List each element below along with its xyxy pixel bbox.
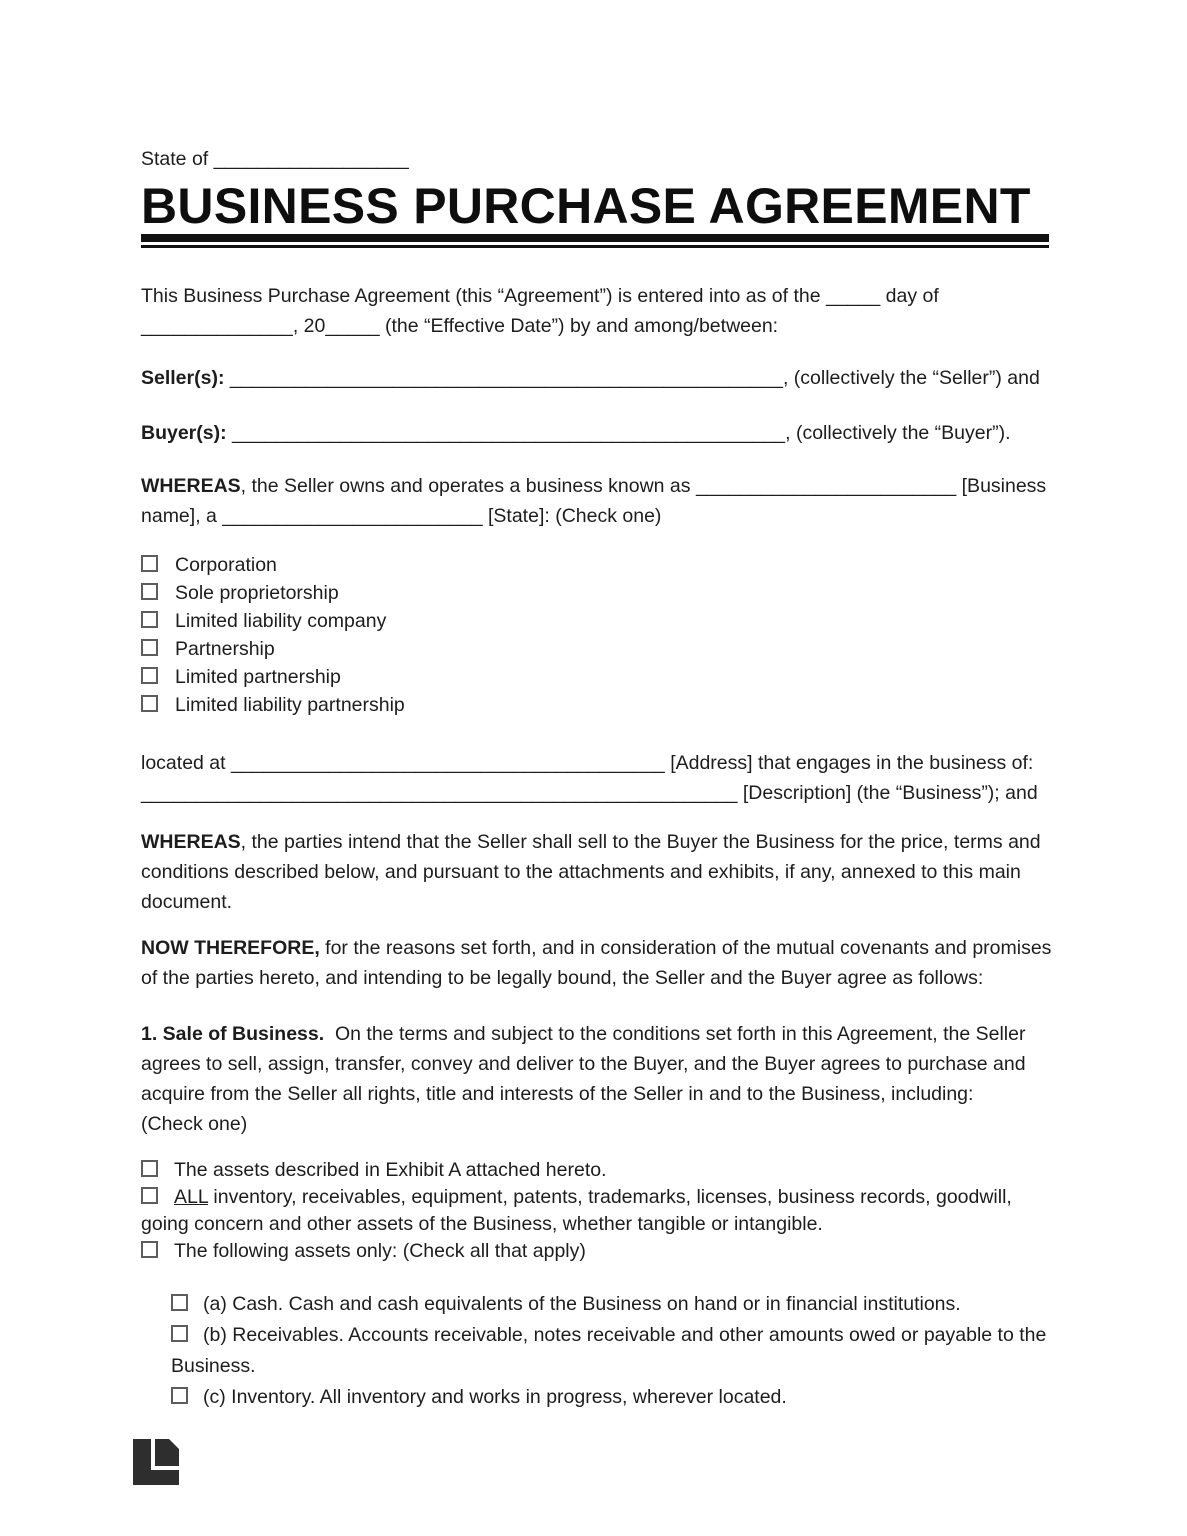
text-line (141, 1019, 1049, 1049)
checkbox-row (141, 1184, 1049, 1211)
now-therefore-line-2: of the parties hereto, and intending to be legally bound, the Seller and the Buyer agree as follows: (141, 967, 984, 989)
now-therefore-line-1: for the reasons set forth, and in consideration of the mutual covenants and promises (319, 937, 1052, 959)
buyer-blank-text: ___________________________________________________, (collectively the “Buyer”). (226, 422, 1011, 444)
whereas-intent-line-1: , the parties intend that the Seller shall sell to the Buyer the Business for the price, terms and (240, 831, 1041, 853)
seller-line (141, 363, 1049, 393)
intro-paragraph (141, 281, 1049, 341)
text-line (141, 933, 1052, 963)
whereas-intent-paragraph (141, 827, 1049, 917)
checkbox-inventory[interactable] (171, 1387, 188, 1404)
title-rule (141, 234, 1049, 248)
checkbox-label: inventory, receivables, equipment, patents, trademarks, licenses, business records, goodwill, (207, 1186, 1012, 1208)
section-1-heading: 1. Sale of Business. (141, 1023, 325, 1045)
text-line (141, 281, 1049, 311)
text-line (141, 857, 1049, 887)
checkbox-label: The assets described in Exhibit A attached hereto. (174, 1159, 607, 1181)
document-title: BUSINESS PURCHASE AGREEMENT (141, 178, 1031, 234)
text-line (141, 1109, 1049, 1139)
asset-options-checklist (141, 1157, 1049, 1265)
now-therefore-keyword: NOW THEREFORE, (141, 937, 320, 959)
whereas-business-paragraph (141, 471, 1049, 531)
located-line-2: _______________________________________________________ [Description] (the “Business”); and (141, 782, 1038, 804)
checkbox-row (141, 663, 1049, 691)
intro-line-2: ______________, 20_____ (the “Effective Date”) by and among/between: (141, 315, 779, 337)
whereas-business-line-2: name], a ________________________ [State]: (Check one) (141, 505, 662, 527)
whereas-business-line-1: , the Seller owns and operates a business known as ________________________ [Business (240, 475, 1047, 497)
checkbox-following-assets-only[interactable] (141, 1241, 158, 1258)
checkbox-limited-liability-company[interactable] (141, 611, 158, 628)
checkbox-label: (a) Cash. Cash and cash equivalents of the Business on hand or in financial institutions. (203, 1293, 961, 1315)
checkbox-row (141, 691, 1049, 719)
checkbox-row (141, 635, 1049, 663)
text-line (141, 418, 1049, 448)
sale-line-2: agrees to sell, assign, transfer, convey and deliver to the Buyer, and the Buyer agrees to purchase and (141, 1053, 1026, 1075)
now-therefore-paragraph (141, 933, 1052, 993)
text-line (141, 471, 1049, 501)
buyer-label: Buyer(s): (141, 422, 227, 444)
located-at-paragraph (141, 748, 1049, 808)
text-line (141, 778, 1049, 808)
intro-line-1: This Business Purchase Agreement (this “Agreement”) is entered into as of the _____ day of (141, 285, 939, 307)
checkbox-row (141, 579, 1049, 607)
text-line (141, 1049, 1049, 1079)
checkbox-label: Limited partnership (175, 666, 341, 688)
checkbox-row (141, 1157, 1049, 1184)
receivables-continuation: Business. (171, 1355, 256, 1377)
checkbox-row (141, 551, 1049, 579)
checkbox-label: Limited liability company (175, 610, 387, 632)
text-line (141, 311, 1049, 341)
text-line (141, 1211, 1049, 1238)
text-line (141, 501, 1049, 531)
checkbox-label: (b) Receivables. Accounts receivable, notes receivable and other amounts owed or payable to the (203, 1324, 1047, 1346)
text-line (141, 363, 1049, 393)
checkbox-label: (c) Inventory. All inventory and works in progress, wherever located. (203, 1386, 787, 1408)
located-line-1: located at ________________________________________ [Address] that engages in the business of: (141, 752, 1034, 774)
text-line (141, 887, 1049, 917)
sale-line-4: (Check one) (141, 1113, 248, 1135)
seller-label: Seller(s): (141, 367, 225, 389)
whereas-keyword: WHEREAS (141, 475, 241, 497)
checkbox-limited-liability-partnership[interactable] (141, 695, 158, 712)
buyer-line (141, 418, 1049, 448)
checkbox-sole-proprietorship[interactable] (141, 583, 158, 600)
checkbox-label: Limited liability partnership (175, 694, 405, 716)
checkbox-row (171, 1289, 1049, 1320)
checkbox-label: Partnership (175, 638, 275, 660)
sale-of-business-section (141, 1019, 1049, 1139)
state-of-line: State of __________________ (141, 148, 409, 170)
checkbox-partnership[interactable] (141, 639, 158, 656)
checkbox-corporation[interactable] (141, 555, 158, 572)
checkbox-label: Sole proprietorship (175, 582, 339, 604)
asset-sub-options-checklist (171, 1289, 1049, 1413)
checkbox-row (141, 607, 1049, 635)
text-line (141, 827, 1049, 857)
checkbox-row (141, 1238, 1049, 1265)
checkbox-label: Corporation (175, 554, 277, 576)
text-line (141, 748, 1049, 778)
all-assets-continuation: going concern and other assets of the Business, whether tangible or intangible. (141, 1213, 823, 1235)
text-line (141, 963, 1049, 993)
checkbox-cash[interactable] (171, 1294, 188, 1311)
text-line (141, 1079, 1049, 1109)
sale-line-3: acquire from the Seller all rights, title and interests of the Seller in and to the Business, including: (141, 1083, 974, 1105)
checkbox-all-assets[interactable] (141, 1187, 158, 1204)
seller-blank-text: ___________________________________________________, (collectively the “Seller”) and (224, 367, 1040, 389)
checkbox-row (171, 1382, 1049, 1413)
checkbox-receivables[interactable] (171, 1325, 188, 1342)
whereas-intent-line-2: conditions described below, and pursuant to the attachments and exhibits, if any, annexed to this main (141, 861, 1021, 883)
whereas-intent-line-3: document. (141, 891, 233, 913)
text-line (171, 1351, 1049, 1382)
whereas-keyword: WHEREAS (141, 831, 241, 853)
legal-templates-logo (133, 1439, 179, 1485)
sale-line-1: On the terms and subject to the conditions set forth in this Agreement, the Seller (324, 1023, 1026, 1045)
checkbox-limited-partnership[interactable] (141, 667, 158, 684)
all-keyword-underlined: ALL (174, 1186, 208, 1208)
checkbox-label: The following assets only: (Check all that apply) (174, 1240, 586, 1262)
entity-type-checklist (141, 551, 1049, 719)
checkbox-row (171, 1320, 1049, 1351)
checkbox-exhibit-a-assets[interactable] (141, 1160, 158, 1177)
